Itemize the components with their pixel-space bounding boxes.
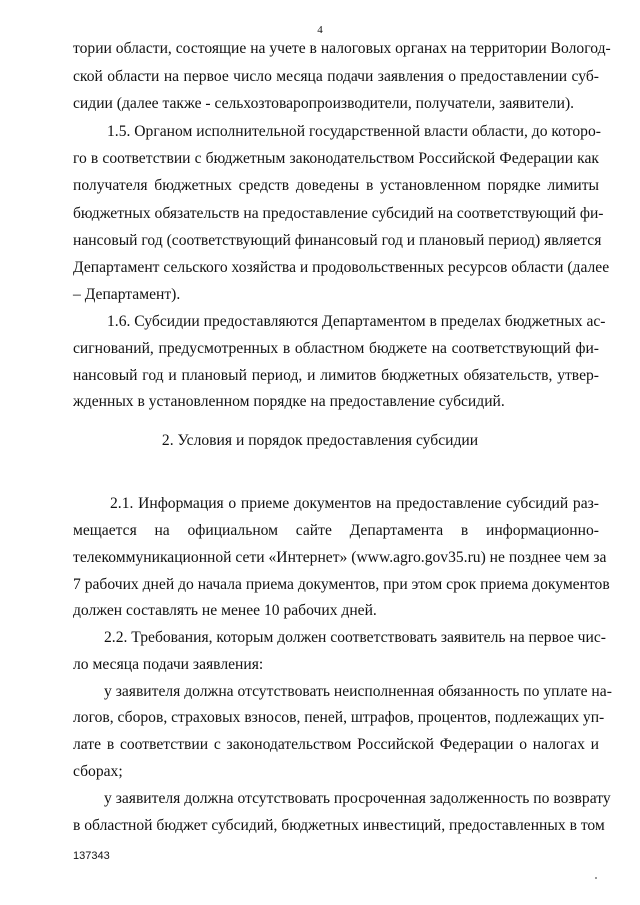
text-line: 2.2. Требования, которым должен соответствовать заявитель на первое чис-	[104, 629, 606, 646]
text-line: телекоммуникационной сети «Интернет» (www.agro.gov35.ru) не позднее чем за	[73, 549, 607, 566]
text-line: 7 рабочих дней до начала приема документов, при этом срок приема документов	[73, 576, 610, 593]
text-line: ской области на первое число месяца подачи заявления о предоставлении суб-	[73, 68, 599, 85]
scan-speck	[595, 877, 597, 879]
text-line: жденных в установленном порядке на предоставление субсидий.	[73, 393, 505, 410]
section-heading: 2. Условия и порядок предоставления субсидии	[161, 432, 479, 449]
text-line: тории области, состоящие на учете в налоговых органах на территории Вологод-	[73, 40, 611, 57]
text-line: нансовый год и плановый период, и лимитов бюджетных обязательств, утвер-	[73, 367, 599, 384]
text-line: сигнований, предусмотренных в областном бюджете на соответствующий фи-	[73, 340, 599, 357]
text-line: сидии (далее также - сельхозтоваропроизводители, получатели, заявители).	[73, 95, 575, 112]
text-line: сборах;	[73, 763, 123, 780]
text-line: у заявителя должна отсутствовать просроченная задолженность по возврату	[104, 790, 611, 807]
text-line: 2.1. Информация о приеме документов на предоставление субсидий раз-	[110, 495, 599, 512]
text-line: – Департамент).	[73, 286, 181, 303]
text-line: бюджетных обязательств на предоставление субсидий на соответствующий фи-	[73, 205, 604, 222]
text-line: ло месяца подачи заявления:	[73, 656, 264, 673]
text-line: го в соответствии с бюджетным законодательством Российской Федерации как	[73, 150, 599, 167]
text-line: логов, сборов, страховых взносов, пеней, штрафов, процентов, подлежащих уп-	[73, 709, 605, 726]
text-line: 1.6. Субсидии предоставляются Департаментом в пределах бюджетных ас-	[107, 313, 606, 330]
text-line: 1.5. Органом исполнительной государственной власти области, до которо-	[107, 123, 601, 140]
text-line: Департамент сельского хозяйства и продовольственных ресурсов области (далее	[73, 259, 610, 276]
text-line: получателя бюджетных средств доведены в установленном порядке лимиты	[73, 177, 599, 194]
page-number: 4	[317, 24, 323, 36]
text-line: мещается на официальном сайте Департамента в информационно-	[73, 522, 599, 539]
text-line: должен составлять не менее 10 рабочих дней.	[73, 602, 377, 619]
text-line: в областной бюджет субсидий, бюджетных инвестиций, предоставленных в том	[73, 817, 605, 834]
text-line: нансовый год (соответствующий финансовый год и плановый период) является	[73, 232, 602, 249]
text-line: лате в соответствии с законодательством Российской Федерации о налогах и	[73, 736, 599, 753]
text-line: у заявителя должна отсутствовать неисполненная обязанность по уплате на-	[104, 683, 612, 700]
document-code: 137343	[73, 850, 110, 862]
